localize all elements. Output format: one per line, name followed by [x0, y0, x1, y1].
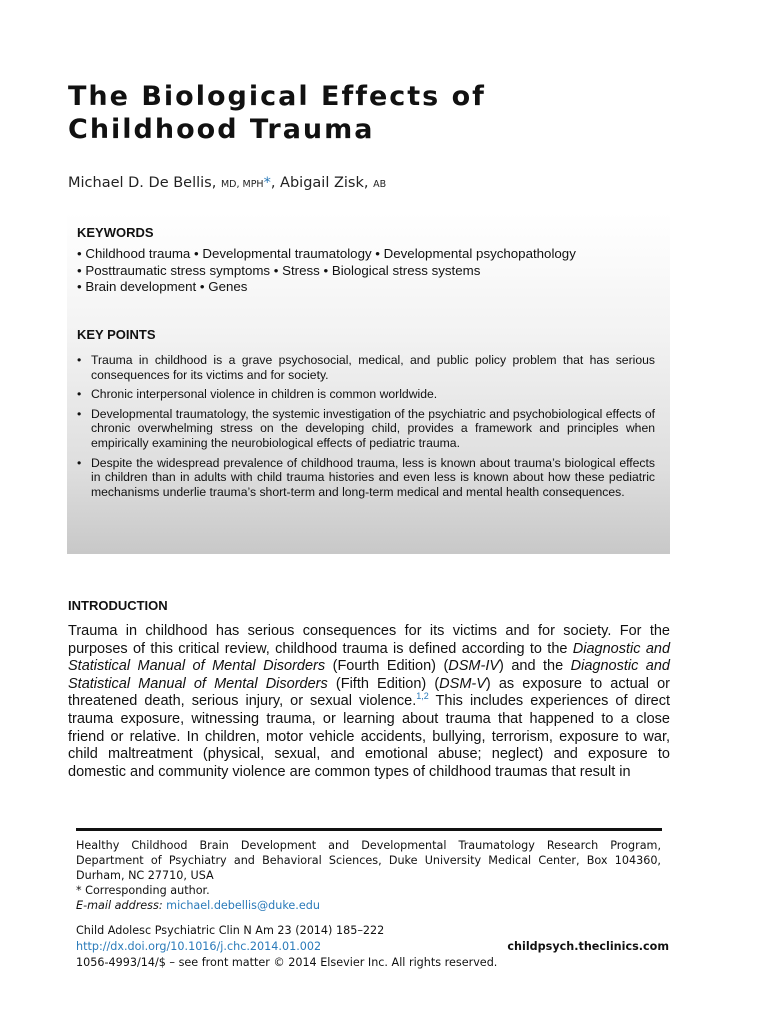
key-point-item: • Developmental traumatology, the systemic investigation of the psychiatric and psychobiological effects of chronic overwhelming stress on the developing child, provides a framework and principles when empirically examining the neurobiological effects of pediatric trauma. [77, 407, 655, 451]
dsm-title: Diagnostic and Statistical Manual of Mental Disorders [68, 658, 670, 692]
key-points-list [77, 353, 655, 504]
journal-citation: Child Adolesc Psychiatric Clin N Am 23 (2014) 185–222 [76, 924, 385, 937]
author-separator: , [270, 175, 281, 191]
affiliation-footnote [76, 838, 661, 913]
journal-site[interactable]: childpsych.theclinics.com [507, 940, 669, 953]
reference-link[interactable]: 1,2 [416, 691, 429, 702]
footnote-divider [76, 828, 662, 831]
keywords-keypoints-box [67, 213, 670, 554]
affiliation-text: Healthy Childhood Brain Development and Developmental Traumatology Research Program, Department of Psychiatry and Behavioral Sciences, Duke University Medical Center, Box 104360, Durham, NC 27710, USA [76, 839, 661, 882]
key-point-item: • Trauma in childhood is a grave psychosocial, medical, and public policy problem that has serious consequences for its victims and for society. [77, 353, 655, 382]
introduction-paragraph [68, 623, 670, 781]
author-2-credentials: AB [373, 179, 387, 190]
introduction-heading: INTRODUCTION [68, 598, 168, 613]
author-list [68, 175, 386, 191]
doi-link[interactable]: http://dx.doi.org/10.1016/j.chc.2014.01.002 [76, 940, 322, 953]
intro-text: (Fourth Edition) ( [325, 658, 449, 675]
copyright-line: 1056-4993/14/$ – see front matter © 2014 Elsevier Inc. All rights reserved. [76, 956, 498, 969]
intro-text: ) as exposure to actual or threatened death, serious injury, or sexual violence. [68, 675, 670, 710]
author-1-name: Michael D. De Bellis, [68, 175, 217, 191]
dsm-v-abbrev: DSM-V [439, 675, 486, 692]
title-line-2: Childhood Trauma [68, 114, 375, 145]
email-line [76, 898, 661, 913]
dsm-iv-abbrev: DSM-IV [448, 658, 500, 675]
intro-text: This includes experiences of direct trauma exposure, witnessing trauma, or learning about trauma that happened to a close friend or relative. In children, motor vehicle accidents, bullying, terrorism, exposure to war, child maltreatment (physical, sexual, and emotional abuse; neglect) and exposure to domestic and community violence are common types of childhood traumas that result in [68, 693, 671, 780]
intro-text: Trauma in childhood has serious consequences for its victims and for society. For the purposes of this critical review, childhood trauma is defined according to the [68, 623, 670, 657]
key-point-item: • Despite the widespread prevalence of childhood trauma, less is known about trauma’s biological effects in children than in adults with child trauma histories and even less is known about how these pediatric mechanisms underlie trauma’s short-term and long-term medical and mental health consequences. [77, 456, 655, 500]
corresponding-author-note: * Corresponding author. [76, 884, 210, 897]
key-point-item: • Chronic interpersonal violence in children is common worldwide. [77, 387, 655, 402]
keywords-line: • Childhood trauma • Developmental traumatology • Developmental psychopathology [77, 246, 576, 261]
intro-text: (Fifth Edition) ( [327, 675, 440, 692]
author-2-name: Abigail Zisk, [280, 175, 369, 191]
corresponding-author-mark[interactable]: * [263, 175, 271, 191]
title-line-1: The Biological Effects of [68, 81, 486, 112]
email-label: E-mail address: [76, 899, 163, 912]
keywords-line: • Posttraumatic stress symptoms • Stress • Biological stress systems [77, 262, 481, 278]
keywords-line: • Brain development • Genes [77, 279, 248, 294]
intro-text: ) and the [499, 658, 571, 675]
article-title [68, 80, 708, 146]
author-1-credentials: MD, MPH [220, 179, 264, 190]
key-points-heading: KEY POINTS [77, 327, 156, 342]
email-link[interactable]: michael.debellis@duke.edu [166, 899, 320, 912]
citation-footer [76, 923, 669, 971]
keywords-heading: KEYWORDS [77, 225, 154, 240]
dsm-title: Diagnostic and Statistical Manual of Mental Disorders [68, 640, 671, 675]
keywords-list [77, 246, 576, 296]
